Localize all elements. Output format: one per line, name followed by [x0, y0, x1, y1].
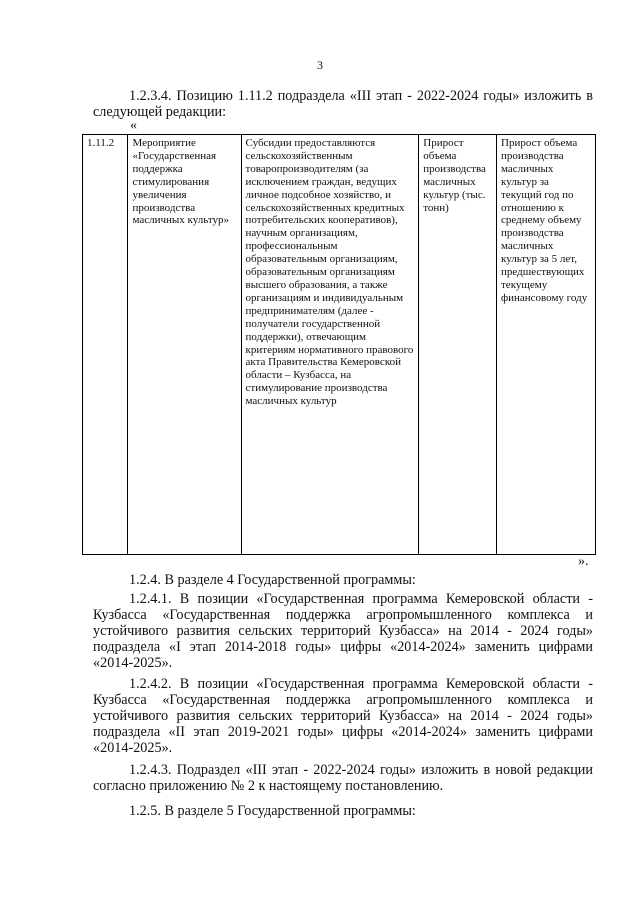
opening-quote: « [130, 118, 137, 133]
paragraph-1-2-4-2: 1.2.4.2. В позиции «Государственная программа Кемеровской области - Кузбасса «Государственная поддержка агропромышленного комплекса и устойчивого развития сельских территорий Кузбасса» на 2014 - 2024 годы» подраздела «II этап 2019-2021 годы» цифры «2014-2024» заменить цифрами «2014-2025». [93, 676, 593, 756]
description-cell: Субсидии предоставляются сельскохозяйственным товаропроизводителям (за исключением граждан, ведущих личное подсобное хозяйство, и сельскохозяйственных кредитных потребительских кооперативов), научным организациям, профессиональным образовательным организациям, образовательным организациям высшего образования, а также организациям и индивидуальным предпринимателям (далее - получатели государственной поддержки), отвечающим критериям нормативного правового акта Правительства Кемеровской области – Кузбасса, на стимулирование производства масличных культур [241, 135, 419, 555]
event-name-cell: Мероприятие «Государственная поддержка стимулирования увеличения производства масличных культур» [128, 135, 241, 555]
intro-paragraph: 1.2.3.4. Позицию 1.11.2 подраздела «III этап - 2022-2024 годы» изложить в следующей редакции: [93, 88, 593, 120]
position-number-cell: 1.11.2 [83, 135, 128, 555]
position-table [82, 134, 596, 555]
indicator-cell: Прирост объема производства масличных культур (тыс. тонн) [419, 135, 497, 555]
page-number: 3 [317, 58, 323, 72]
section-5-heading: 1.2.5. В разделе 5 Государственной программы: [129, 803, 416, 819]
closing-quote: ». [578, 554, 589, 569]
table-row [83, 135, 596, 555]
section-4-heading: 1.2.4. В разделе 4 Государственной программы: [129, 572, 416, 588]
calculation-method-cell: Прирост объема производства масличных культур за текущий год по отношению к среднему объему производства масличных культур за 5 лет, предшествующих текущему финансовому году [497, 135, 596, 555]
paragraph-1-2-4-3: 1.2.4.3. Подраздел «III этап - 2022-2024 годы» изложить в новой редакции согласно приложению № 2 к настоящему постановлению. [93, 762, 593, 794]
paragraph-1-2-4-1: 1.2.4.1. В позиции «Государственная программа Кемеровской области - Кузбасса «Государственная поддержка агропромышленного комплекса и устойчивого развития сельских территорий Кузбасса» на 2014 - 2024 годы» подраздела «I этап 2014-2018 годы» цифры «2014-2024» заменить цифрами «2014-2025». [93, 591, 593, 671]
